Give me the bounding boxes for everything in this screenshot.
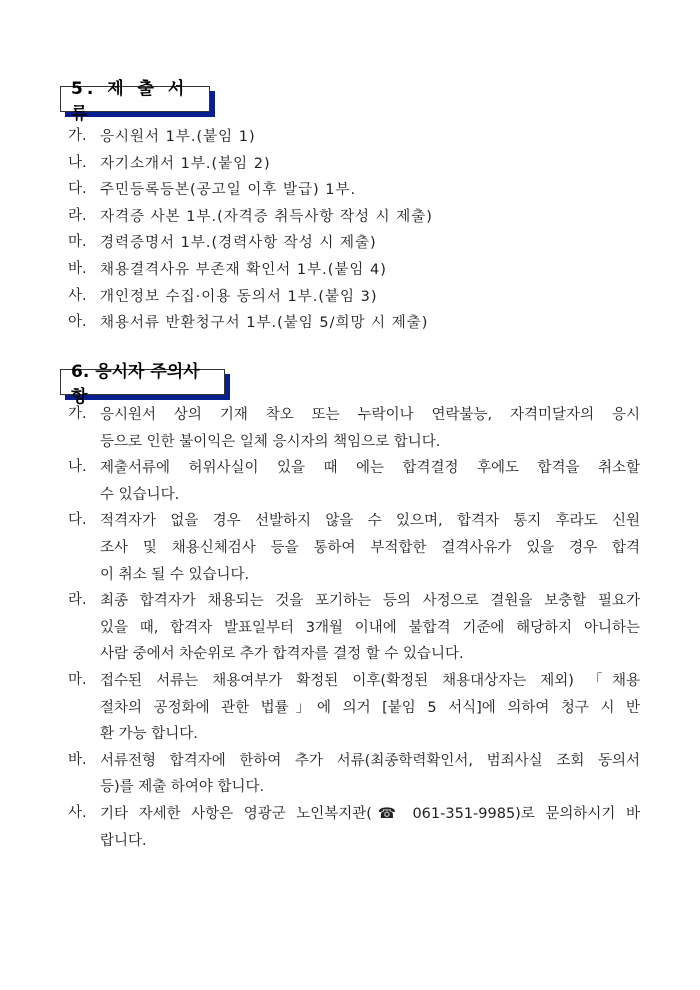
item-label: 라.	[68, 207, 87, 224]
item-label: 다.	[68, 181, 87, 198]
section-5-heading: 5. 제 출 서 류	[60, 86, 210, 112]
item-label: 다.	[68, 512, 87, 529]
list-item	[68, 230, 640, 257]
list-item	[68, 748, 640, 801]
item-text-line: 서류전형 합격자에 한하여 추가 서류(최종학력확인서, 범죄사실 조회 동의서	[100, 752, 640, 769]
item-text-line: 사람 중에서 차순위로 추가 합격자를 결정 할 수 있습니다.	[100, 646, 464, 663]
list-item	[68, 801, 640, 854]
list-item	[68, 284, 640, 311]
item-label: 사.	[68, 287, 87, 304]
list-item	[68, 455, 640, 508]
item-label: 가.	[68, 406, 87, 422]
item-text-line: 있을 때, 합격자 발표일부터 3개월 이내에 불합격 기준에 해당하지 아니하는	[100, 619, 640, 636]
item-text-line: 주민등록등본(공고일 이후 발급) 1부.	[100, 182, 357, 199]
item-text-line: 적격자가 없을 경우 선발하지 않을 수 있으며, 합격자 통지 후라도 신원	[100, 513, 640, 530]
list-item	[68, 204, 640, 231]
item-text-line: 이 취소 될 수 있습니다.	[100, 566, 250, 583]
section-6-list	[68, 402, 640, 854]
item-text-line: 응시원서 1부.(붙임 1)	[100, 129, 256, 145]
item-text-line: 등으로 인한 불이익은 일체 응시자의 책임으로 합니다.	[100, 433, 441, 450]
item-text-line: 채용결격사유 부존재 확인서 1부.(붙임 4)	[100, 261, 387, 278]
list-item	[68, 151, 640, 178]
item-text-line: 등)를 제출 하여야 합니다.	[100, 779, 265, 796]
list-item	[68, 402, 640, 455]
item-label: 바.	[68, 751, 87, 768]
list-item	[68, 177, 640, 204]
item-text-line: 환 가능 합니다.	[100, 726, 198, 743]
item-label: 사.	[68, 804, 87, 821]
item-text-line: 수 있습니다.	[100, 486, 180, 503]
list-item	[68, 508, 640, 588]
item-label: 가.	[68, 128, 87, 144]
item-text-line: 랍니다.	[100, 832, 147, 849]
item-text-line: 응시원서 상의 기재 착오 또는 누락이나 연락불능, 자격미달자의 응시	[100, 407, 640, 423]
list-item	[68, 588, 640, 668]
item-text-line: 제출서류에 허위사실이 있을 때 에는 합격결정 후에도 합격을 취소할	[100, 460, 640, 477]
item-text-line: 자격증 사본 1부.(자격증 취득사항 작성 시 제출)	[100, 208, 433, 225]
section-5-list	[68, 124, 640, 337]
item-text-line: 절차의 공정화에 관한 법률」에 의거 [붙임 5 서식]에 의하여 청구 시 반	[100, 699, 640, 716]
item-label: 나.	[68, 459, 87, 476]
item-label: 라.	[68, 592, 87, 609]
section-6-heading: 6. 응시자 주의사항	[60, 369, 225, 395]
item-text-line: 개인정보 수집·이용 동의서 1부.(붙임 3)	[100, 288, 378, 305]
item-label: 마.	[68, 671, 87, 688]
item-label: 나.	[68, 154, 87, 171]
list-item	[68, 124, 640, 151]
list-item	[68, 310, 640, 337]
item-text-line: 조사 및 채용신체검사 등을 통하여 부적합한 결격사유가 있을 경우 합격	[100, 539, 640, 556]
item-text-line: 최종 합격자가 채용되는 것을 포기하는 등의 사정으로 결원을 보충할 필요가	[100, 593, 640, 610]
item-text-line: 자기소개서 1부.(붙임 2)	[100, 155, 271, 172]
item-text-line: 기타 자세한 사항은 영광군 노인복지관(☎ 061-351-9985)로 문의하시기 바	[100, 805, 640, 822]
list-item	[68, 257, 640, 284]
item-label: 아.	[68, 314, 87, 331]
item-text-line: 채용서류 반환청구서 1부.(붙임 5/희망 시 제출)	[100, 315, 429, 332]
item-label: 마.	[68, 234, 87, 251]
list-item	[68, 668, 640, 748]
item-text-line: 경력증명서 1부.(경력사항 작성 시 제출)	[100, 235, 377, 252]
item-text-line: 접수된 서류는 채용여부가 확정된 이후(확정된 채용대상자는 제외) 「채용	[100, 672, 640, 689]
item-label: 바.	[68, 260, 87, 277]
